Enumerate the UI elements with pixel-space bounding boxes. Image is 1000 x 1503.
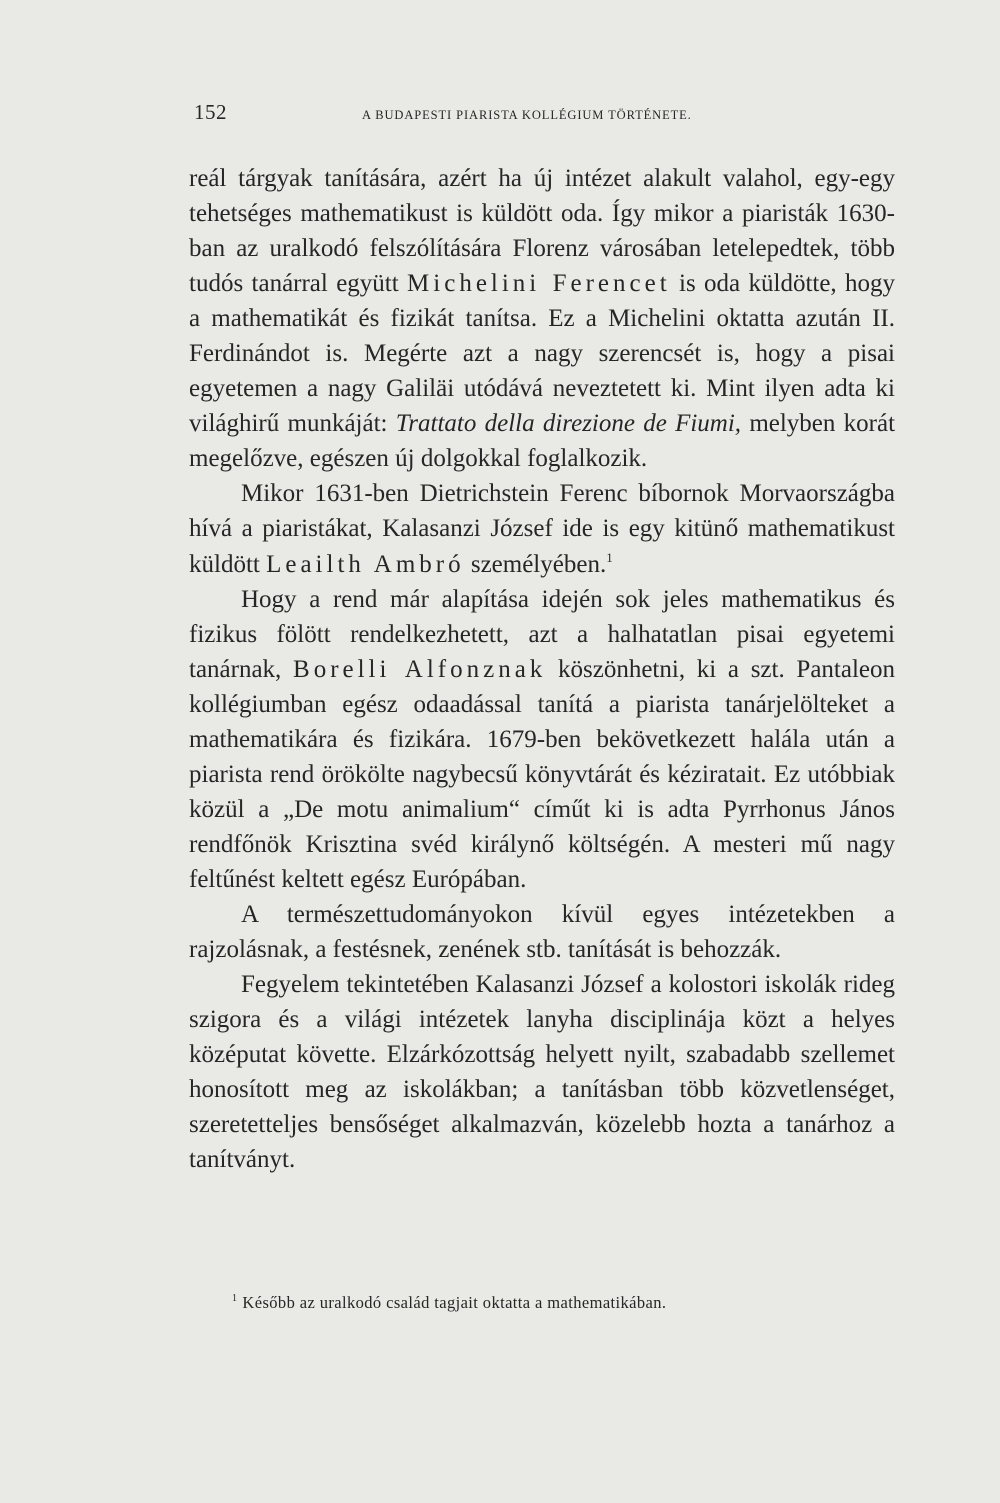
footnote-text: Később az uralkodó család tagjait oktatta a mathematikában. xyxy=(242,1293,667,1312)
paragraph-2-text-b: személyében. xyxy=(470,550,607,578)
page-number: 152 xyxy=(194,100,227,124)
paragraph-3-text-a: Hogy a rend már alapítása idején sok jeles mathematikus és fizikus fölött rendelkezhetett, azt a halhatatlan pisai egyetemi tanárnak, xyxy=(189,585,895,683)
footnote-marker: 1 xyxy=(232,1293,238,1304)
footnote-reference: 1 xyxy=(606,549,613,565)
book-title: Trattato della direzione de Fiumi, xyxy=(395,410,742,438)
paragraph-2 xyxy=(189,476,895,581)
paragraph-1-text-b: is oda küldötte, hogy a mathematikát és fizikát tanítsa. Ez a Michelini oktatta azután II. Ferdinándot is. Megérte azt a nagy szerencsét is, hogy a pisai egyetemen a nagy Galiläi utódává neveztetett ki. Mint ilyen adta ki világhirű munkáját: xyxy=(189,270,896,438)
person-name-leailth: Leailth Ambró xyxy=(266,550,465,578)
person-name-michelini: Michelini Ferencet xyxy=(407,270,671,298)
body-text xyxy=(189,161,895,1177)
paragraph-3-text-b: köszönhetni, ki a szt. Pantaleon kollégiumban egész odaadással tanítá a piarista tanárjelölteket a mathematikára és fizikára. 1679-ben bekövetkezett halála után a piarista rend örökölte nagybecsű könyvtárát és kéziratait. Ez utóbbiak közül a „De motu animalium“ címűt ki is adta Pyrrhonus János rendfőnök Krisztina svéd királynő költségén. A mesteri mű nagy feltűnést keltett egész Európában. xyxy=(189,655,896,893)
paragraph-2-text-a: Mikor 1631-ben Dietrichstein Ferenc bíbornok Morvaországba hívá a piaristákat, Kalasanzi József ide is egy kitünő mathematikust küldött xyxy=(189,480,895,578)
paragraph-4: A természettudományokon kívül egyes intézetekben a rajzolásnak, a festésnek, zenének stb. tanítását is behozzák. xyxy=(189,900,895,964)
person-name-borelli: Borelli Alfonznak xyxy=(293,655,547,683)
footnote xyxy=(232,1293,872,1313)
page-header xyxy=(190,100,890,130)
paragraph-1-text-a: reál tárgyak tanítására, azért ha új intézet alakult valahol, egy-egy tehetséges mathematikust is küldött oda. Így mikor a piaristák 1630-ban az uralkodó felszólítására Florenz városában letelepedtek, több tudós tanárral együtt xyxy=(189,165,895,298)
paragraph-3 xyxy=(189,582,895,897)
paragraph-1-text-c: melyben korát megelőzve, egészen új dolgokkal foglalkozik. xyxy=(189,410,896,473)
paragraph-5: Fegyelem tekintetében Kalasanzi József a kolostori iskolák rideg szigora és a világi intézetek lanyha disciplinája közt a helyes középutat követte. Elzárkózottság helyett nyilt, szabadabb szellemet honosított meg az iskolákban; a tanításban több közvetlenséget, szeretetteljes bensőséget alkalmazván, közelebb hozta a tanárhoz a tanítványt. xyxy=(189,971,895,1174)
running-title: A BUDAPESTI PIARISTA KOLLÉGIUM TÖRTÉNETE. xyxy=(362,108,692,122)
paragraph-1 xyxy=(189,161,895,476)
